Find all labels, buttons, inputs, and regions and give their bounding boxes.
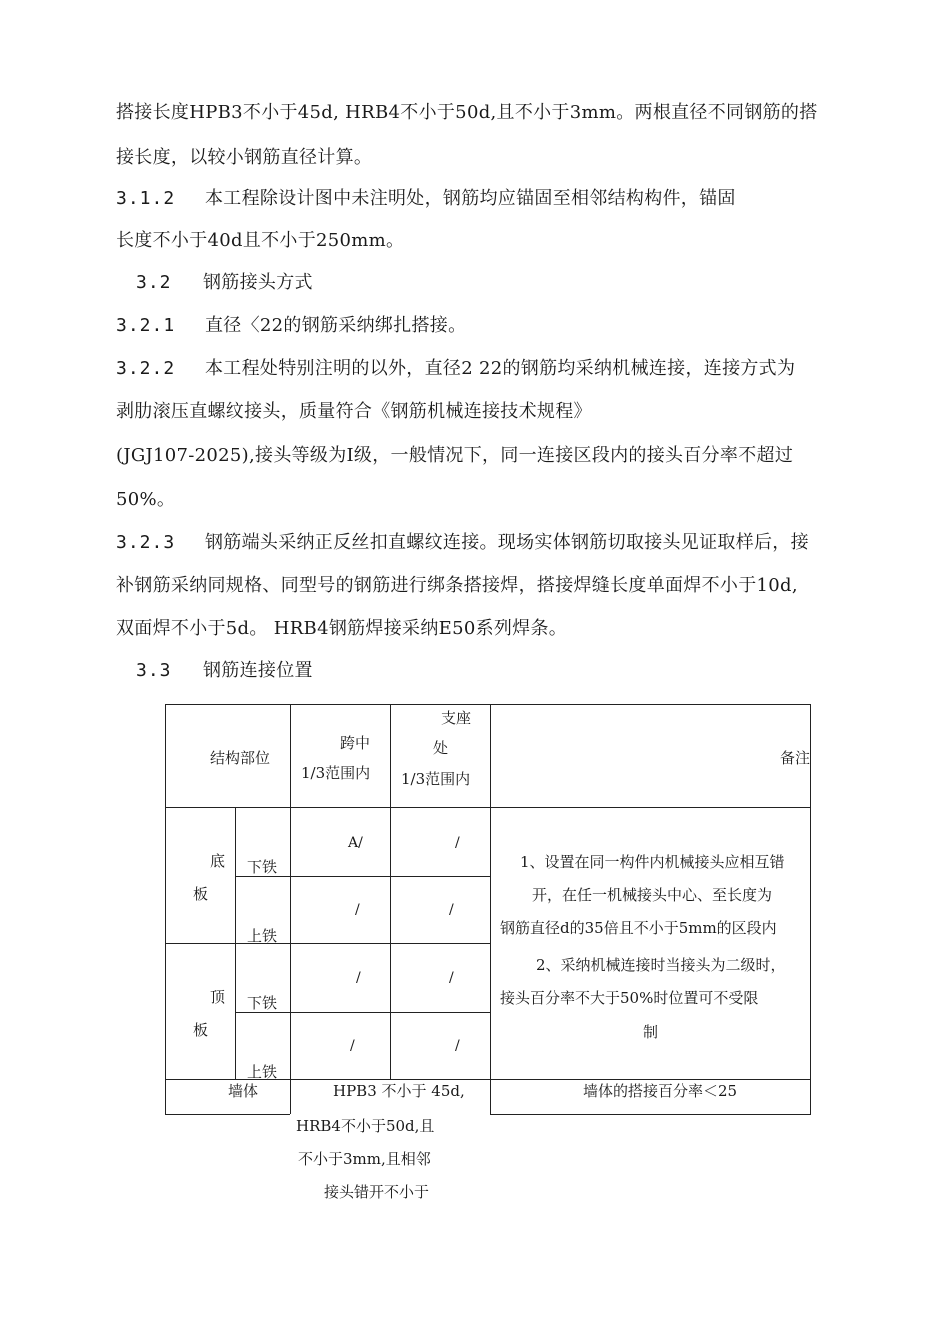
paragraph-line: 50%。	[116, 489, 176, 510]
wall-value: HRB4不小于50d,且	[296, 1117, 435, 1135]
top-slab-label: 板	[193, 1021, 209, 1039]
section-number: 3.2.3	[116, 532, 176, 553]
table-border	[490, 704, 491, 1114]
lower-bar-label: 下铁	[247, 994, 278, 1012]
note-line: 2、采纳机械连接时当接头为二级时，	[536, 956, 786, 974]
note-line: 开，在任一机械接头中心、至长度为	[532, 886, 773, 904]
table-border	[165, 704, 166, 1114]
paragraph-line: 剥肋滚压直螺纹接头，质量符合《钢筋机械连接技术规程》	[116, 401, 592, 422]
paragraph-line: (JGJ107-2025),接头等级为Ⅰ级，一般情况下，同一连接区段内的接头百分率不超过	[116, 445, 794, 466]
header-structure-part: 结构部位	[210, 749, 271, 767]
table-cell: A/	[348, 835, 363, 851]
upper-bar-label: 上铁	[247, 927, 278, 945]
paragraph-line: 钢筋端头采纳正反丝扣直螺纹连接。现场实体钢筋切取接头见证取样后，接	[205, 532, 809, 553]
table-cell: /	[449, 902, 454, 918]
table-border	[490, 1114, 811, 1115]
table-border	[165, 807, 811, 808]
paragraph-line: 本工程除设计图中未注明处，钢筋均应锚固至相邻结构构件，锚固	[205, 188, 736, 209]
paragraph-line: 直径〈22的钢筋采纳绑扎搭接。	[205, 315, 467, 336]
paragraph-line: 长度不小于40d且不小于250mm。	[116, 230, 405, 251]
wall-value: 接头错开不小于	[324, 1183, 430, 1201]
table-border	[235, 807, 236, 1079]
table-cell: /	[455, 1038, 460, 1054]
bottom-slab-label: 板	[193, 885, 209, 903]
table-border	[390, 704, 391, 1079]
table-cell: /	[350, 1038, 355, 1054]
table-cell: /	[355, 902, 360, 918]
section-number: 3.3	[136, 660, 172, 681]
table-border	[290, 704, 291, 1114]
section-title: 钢筋连接位置	[203, 660, 313, 681]
note-line: 制	[643, 1023, 659, 1041]
table-cell: /	[449, 970, 454, 986]
section-number: 3.1.2	[116, 188, 176, 209]
header-support-2: 处	[433, 739, 449, 757]
section-number: 3.2.2	[116, 358, 176, 379]
header-remark: 备注	[780, 749, 811, 767]
table-border	[165, 943, 490, 944]
paragraph-line: 接长度，以较小钢筋直径计算。	[116, 147, 373, 168]
header-support: 支座	[441, 709, 472, 727]
lower-bar-label: 下铁	[247, 858, 278, 876]
wall-remark: 墙体的搭接百分率＜25	[583, 1082, 738, 1100]
paragraph-line: 搭接长度HPB3不小于45d, HRB4不小于50d,且不小于3mm。两根直径不同钢筋的搭	[116, 102, 818, 123]
section-number: 3.2	[136, 272, 172, 293]
top-slab-label: 顶	[210, 988, 226, 1006]
header-midspan: 跨中	[340, 734, 371, 752]
note-line: 1、设置在同一构件内机械接头应相互错	[520, 853, 785, 871]
header-support-range: 1/3范围内	[401, 770, 471, 788]
bottom-slab-label: 底	[210, 852, 226, 870]
table-cell: /	[356, 970, 361, 986]
header-midspan-range: 1/3范围内	[301, 764, 371, 782]
table-cell: /	[455, 835, 460, 851]
wall-value: HPB3 不小于 45d,	[333, 1082, 465, 1100]
section-number: 3.2.1	[116, 315, 176, 336]
wall-value: 不小于3mm,且相邻	[298, 1150, 431, 1168]
note-line: 接头百分率不大于50%时位置可不受限	[500, 989, 759, 1007]
section-title: 钢筋接头方式	[203, 272, 313, 293]
table-border	[810, 704, 811, 1114]
paragraph-line: 本工程处特别注明的以外，直径2 22的钢筋均采纳机械连接，连接方式为	[205, 358, 796, 379]
table-border	[165, 704, 811, 705]
paragraph-line: 补钢筋采纳同规格、同型号的钢筋进行绑条搭接焊，搭接焊缝长度单面焊不小于10d,	[116, 575, 798, 596]
wall-label: 墙体	[228, 1082, 259, 1100]
upper-bar-label: 上铁	[247, 1063, 278, 1081]
paragraph-line: 双面焊不小于5d。 HRB4钢筋焊接采纳E50系列焊条。	[116, 618, 568, 639]
note-line: 钢筋直径d的35倍且不小于5mm的区段内	[500, 919, 777, 937]
table-border	[165, 1114, 290, 1115]
